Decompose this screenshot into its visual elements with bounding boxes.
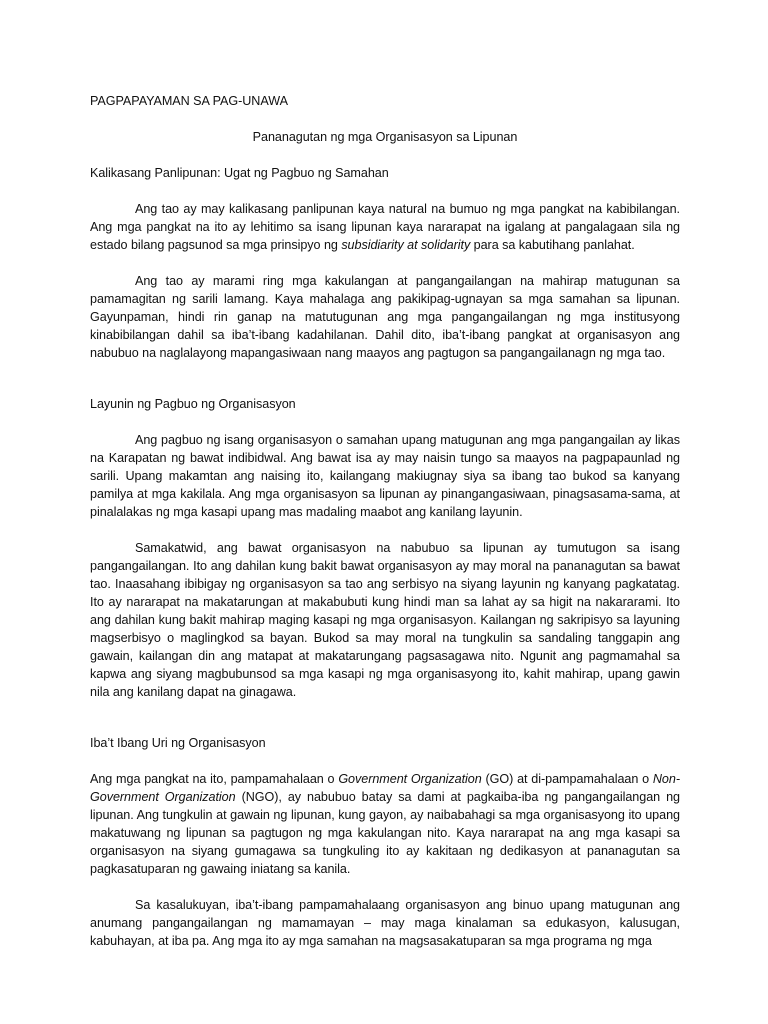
italic-term: Government Organization [338, 772, 482, 786]
section-heading-ibat-ibang-uri: Iba’t Ibang Uri ng Organisasyon [90, 736, 266, 750]
italic-term: Non-Government Organization [90, 772, 680, 804]
paragraph-text: (NGO), ay nabubuo batay sa dami at pagkaiba-iba ng pangangailangan ng lipunan. Ang tungkulin at gawain ng lipunan, kung gayon, ay naibabahagi sa mga organisasyong ito upang makatuwang ng lipunan sa pagtugon ng mga kakulangan nito. Kaya nararapat na ang mga kasapi sa organisasyon na siyang gumagawa sa tungkuling ito ay kakitaan ng dedikasyon at pananagutan sa pagkasatuparan ng gawaing iniatang sa kanila. [90, 790, 680, 876]
paragraph [90, 200, 680, 254]
paragraph-text: para sa kabutihang panlahat. [470, 238, 635, 252]
top-heading: PAGPAPAYAMAN SA PAG-UNAWA [90, 94, 288, 108]
paragraph: Ang tao ay marami ring mga kakulangan at pangangailangan na mahirap matugunan sa pamamagitan ng sarili lamang. Kaya mahalaga ang pakikipag-ugnayan sa mga samahan sa lipunan. Gayunpaman, hindi rin ganap na matutugunan ang mga pangangailangan ng mga institusyong kinabibilangan dahil sa iba’t-ibang kadahilanan. Dahil dito, iba’t-ibang pangkat at organisasyon ang nabubuo na naglalayong mapangasiwaan nang maayos ang pagtugon sa pangangailanagn ng mga tao. [90, 274, 680, 360]
document-title: Pananagutan ng mga Organisasyon sa Lipunan [252, 130, 518, 144]
document-page [90, 92, 680, 950]
paragraph-text: Ang mga pangkat na ito, pampamahalaan o [90, 772, 339, 786]
paragraph-text: Ang tao ay may kalikasang panlipunan kaya natural na bumuo ng mga pangkat na kabibilangan. Ang mga pangkat na ito ay lehitimo sa isang lipunan kaya nararapat na igalang at pangalagaan sila ng estado bilang pagsunod sa mga prinsipyo ng [90, 202, 680, 252]
section-heading-kalikasang-panlipunan: Kalikasang Panlipunan: Ugat ng Pagbuo ng Samahan [90, 166, 389, 180]
paragraph: Ang pagbuo ng isang organisasyon o samahan upang matugunan ang mga pangangailan ay likas na Karapatan ng bawat indibidwal. Ang bawat isa ay may naisin tungo sa maayos na pagpapaunlad ng sarili. Upang makamtan ang naising ito, kailangang makiugnay siya sa ibang tao bukod sa kanyang pamilya at mga kakilala. Ang mga organisasyon sa lipunan ay pinangangasiwaan, pinagsasama-sama, at pinalalakas ng mga kasapi upang mas madaling maabot ang kanilang layunin. [90, 433, 680, 519]
section-heading-layunin: Layunin ng Pagbuo ng Organisasyon [90, 397, 296, 411]
paragraph: Sa kasalukuyan, iba’t-ibang pampamahalaang organisasyon ang binuo upang matugunan ang anumang pangangailangan ng mamamayan – may maga kinalaman sa edukasyon, kalusugan, kabuhayan, at iba pa. Ang mga ito ay mga samahan na magsasakatuparan sa mga programa ng mga [90, 898, 680, 948]
paragraph: Samakatwid, ang bawat organisasyon na nabubuo sa lipunan ay tumutugon sa isang pangangailangan. Ito ang dahilan kung bakit bawat organisasyon ay may moral na pananagutan sa bawat tao. Inaasahang ibibigay ng organisasyon sa tao ang serbisyo na siyang layunin ng kanyang pagkatatag. Ito ay nararapat na makatarungan at makabubuti kung hindi man sa lahat ay sa higit na nakararami. Ito ang dahilan kung bakit mahirap maging kasapi ng mga organisasyon. Kailangan ng sakripisyo sa layuning magserbisyo o maglingkod sa bayan. Bukod sa may moral na tungkulin sa sandaling tanggapin ang gawain, kailangan din ang matapat at makatarungang pagsasagawa nito. Ngunit ang pagmamahal sa kapwa ang siyang magbubunsod sa mga kasapi ng mga organisasyong ito, kahit mahirap, upang gawin nila ang kanilang dapat na ginagawa. [90, 541, 680, 699]
italic-term: subsidiarity at solidarity [341, 238, 471, 252]
paragraph [90, 770, 680, 878]
paragraph-text: (GO) at di-pampamahalaan o [481, 772, 653, 786]
